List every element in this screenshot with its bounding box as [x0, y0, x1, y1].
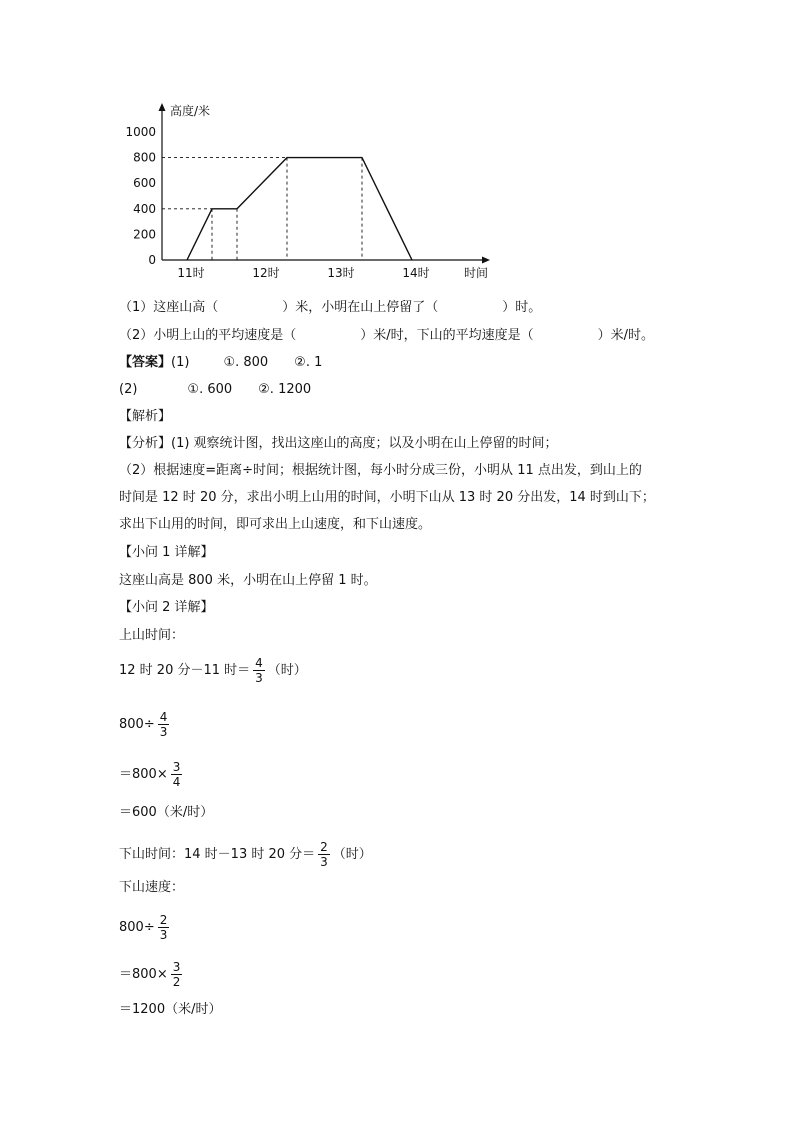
denominator: 4: [172, 775, 181, 789]
y-tick-label: 600: [133, 176, 156, 191]
answer-heading: 【答案】: [119, 355, 172, 370]
fraction: [171, 960, 183, 989]
answer-line-2: [119, 380, 311, 400]
q2-text-a: （2）小明上山的平均速度是（: [119, 328, 297, 343]
answer-1a: ①. 800: [223, 355, 269, 370]
up-speed-result: ＝600（米/时）: [119, 805, 214, 820]
unit: （时）: [267, 663, 307, 678]
answer-2a: ①. 600: [187, 382, 233, 397]
y-tick-label: 1000: [125, 125, 156, 139]
numerator: 2: [159, 913, 168, 927]
answer-line-1: [119, 353, 322, 373]
q1-text-c: ）时。: [502, 300, 542, 315]
y-axis-arrow: [159, 103, 166, 111]
fraction: [171, 760, 183, 789]
x-axis-arrow: [482, 257, 490, 264]
down-speed-label: 下山速度：: [119, 880, 185, 895]
expr: ＝800×: [119, 767, 168, 782]
down-time-equation: [119, 840, 372, 869]
answer-1-label: (1): [171, 355, 190, 370]
sub1-heading: 【小问 1 详解】: [119, 545, 214, 560]
down-speed-division: [119, 913, 172, 942]
fraction: [158, 913, 170, 942]
numerator: 3: [172, 960, 181, 974]
up-time-equation: [119, 656, 307, 685]
q2-text-b: ）米/时，下山的平均速度是（: [360, 328, 534, 343]
denominator: 3: [320, 855, 328, 869]
analysis-line-2: （2）根据速度=距离÷时间；根据统计图，每小时分成三份，小明从 11 点出发，到山上的: [119, 463, 642, 478]
y-axis-title: 高度/米: [170, 104, 211, 118]
up-speed-multiplication: [119, 760, 185, 789]
height-time-chart: [0, 0, 794, 300]
denominator: 2: [172, 975, 181, 989]
up-time-expr: 12 时 20 分－11 时＝: [119, 663, 251, 678]
fraction: [253, 656, 265, 685]
numerator: 4: [255, 656, 263, 670]
y-tick-label: 0: [148, 253, 156, 267]
numerator: 3: [172, 760, 181, 774]
analysis-line-1: 【分析】(1) 观察统计图，找出这座山的高度；以及小明在山上停留的时间；: [119, 436, 558, 451]
down-speed-multiplication: [119, 960, 185, 989]
y-tick-label: 200: [133, 227, 156, 242]
up-speed-division: [119, 710, 172, 739]
analysis-heading: 【解析】: [119, 409, 172, 424]
question-2: [119, 326, 654, 346]
y-tick-label: 800: [133, 150, 156, 165]
sub1-text: 这座山高是 800 米，小明在山上停留 1 时。: [119, 573, 377, 588]
denominator: 3: [159, 928, 168, 942]
fraction: [158, 710, 170, 739]
q2-text-c: ）米/时。: [597, 328, 655, 343]
x-axis-title: 时间: [464, 266, 489, 280]
answer-1b: ②. 1: [294, 355, 323, 370]
denominator: 3: [159, 725, 168, 739]
expr: ＝800×: [119, 967, 168, 982]
height-series-line: [187, 158, 412, 260]
expr: 800÷: [119, 920, 155, 935]
answer-2b: ②. 1200: [258, 382, 312, 397]
numerator: 2: [320, 840, 328, 854]
q1-text-a: （1）这座山高（: [119, 300, 219, 315]
answer-2-label: (2): [119, 382, 138, 397]
expr: 800÷: [119, 717, 155, 732]
fraction: [318, 840, 330, 869]
question-1: [119, 298, 541, 318]
sub2-heading: 【小问 2 详解】: [119, 600, 214, 615]
x-tick-label: 12时: [252, 266, 280, 280]
down-time-expr: 下山时间：14 时－13 时 20 分＝: [119, 847, 316, 862]
numerator: 4: [159, 710, 168, 724]
down-speed-result: ＝1200（米/时）: [119, 1002, 222, 1017]
x-tick-label: 11时: [177, 266, 205, 280]
y-tick-label: 400: [133, 201, 156, 216]
analysis-line-3: 时间是 12 时 20 分，求出小明上山用的时间，小明下山从 13 时 20 分出发，14 时到山下；: [119, 490, 655, 505]
analysis-line-4: 求出下山用的时间，即可求出上山速度，和下山速度。: [119, 517, 432, 532]
x-tick-label: 14时: [402, 266, 430, 280]
q1-text-b: ）米，小明在山上停留了（: [282, 300, 439, 315]
denominator: 3: [255, 671, 263, 685]
unit: （时）: [332, 847, 372, 862]
x-tick-label: 13时: [327, 266, 355, 280]
up-time-label: 上山时间：: [119, 628, 185, 643]
